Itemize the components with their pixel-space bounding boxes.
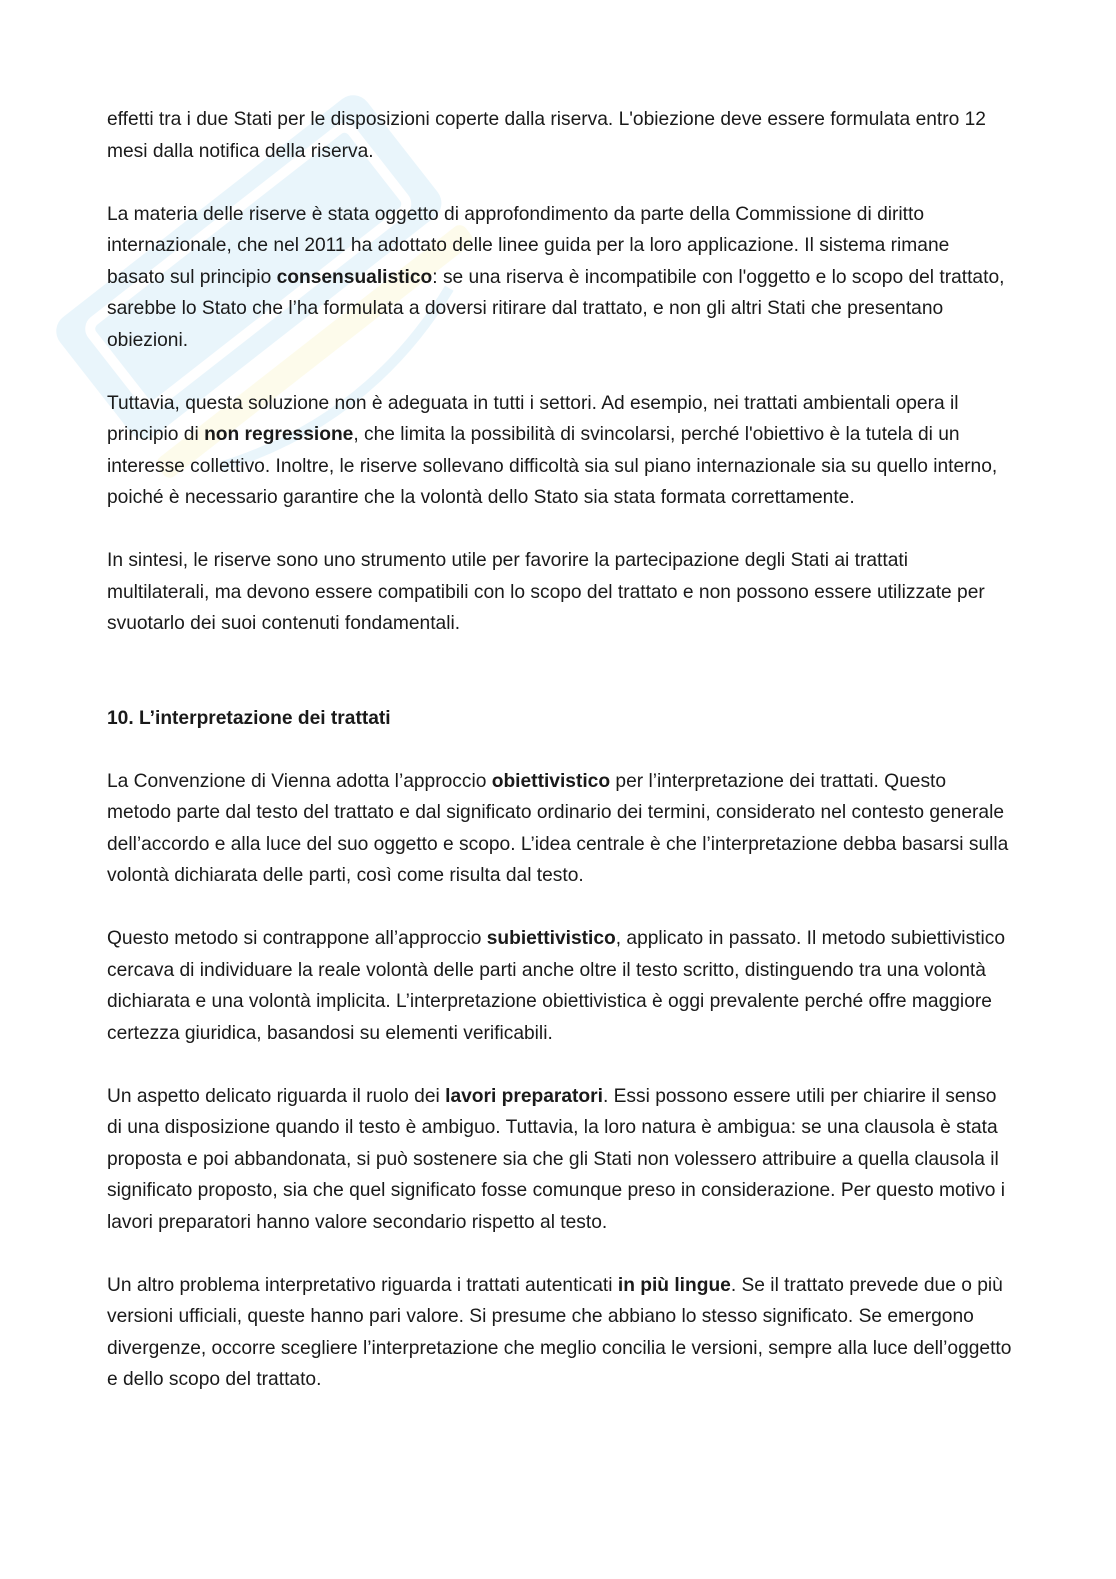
paragraph-text: : se una riserva è incompatibile con l'oggetto e lo scopo del trattato, sarebbe lo Stato che l’ha formulata a doversi ritirare dal trattato, e non gli altri Stati che presentano obiezioni. bbox=[107, 266, 1005, 351]
paragraph-text: Un aspetto delicato riguarda il ruolo dei bbox=[107, 1085, 446, 1107]
paragraph-text: . Se il trattato prevede due o più versioni ufficiali, queste hanno pari valore. Si presume che abbiano lo stesso significato. Se emergono divergenze, occorre scegliere l’interpretazione che meglio concilia le versioni, sempre alla luce dell’oggetto e dello scopo del trattato. bbox=[107, 1274, 1012, 1390]
paragraph-text: Tuttavia, questa soluzione non è adeguata in tutti i settori. Ad esempio, nei trattati ambientali opera il principio di bbox=[107, 392, 959, 445]
paragraph-text: . Essi possono essere utili per chiarire il senso di una disposizione quando il testo è ambiguo. Tuttavia, la loro natura è ambigua: se una clausola è stata proposta e poi abbandonata, si può sostenere sia che gli Stati non volessero attribuire a quella clausola il significato proposto, sia che quel significato fosse comunque preso in considerazione. Per questo motivo i lavori preparatori hanno valore secondario rispetto al testo. bbox=[107, 1085, 1006, 1233]
paragraph bbox=[107, 766, 1012, 892]
paragraph-text: per l’interpretazione dei trattati. Questo metodo parte dal testo del trattato e dal significato ordinario dei termini, considerato nel contesto generale dell’accordo e alla luce del suo oggetto e scopo. L’idea centrale è che l’interpretazione debba basarsi sulla volontà dichiarata delle parti, così come risulta dal testo. bbox=[107, 770, 1009, 886]
bold-term: obiettivistico bbox=[491, 770, 611, 792]
paragraph-text: La materia delle riserve è stata oggetto di approfondimento da parte della Commissione di diritto internazionale, che nel 2011 ha adottato delle linee guida per la loro applicazione. Il sistema rimane basato sul principio bbox=[107, 203, 950, 288]
paragraph-text: Un altro problema interpretativo riguarda i trattati autenticati bbox=[107, 1274, 618, 1296]
paragraph bbox=[107, 1081, 1012, 1239]
paragraph-text: effetti tra i due Stati per le disposizioni coperte dalla riserva. L'obiezione deve essere formulata entro 12 mesi dalla notifica della riserva. bbox=[107, 109, 986, 162]
section-heading: 10. L’interpretazione dei trattati bbox=[107, 707, 391, 729]
paragraph bbox=[107, 104, 1012, 167]
bold-term: non regressione bbox=[204, 424, 354, 445]
bold-term: lavori preparatori bbox=[445, 1085, 603, 1107]
paragraph-text: In sintesi, le riserve sono uno strumento utile per favorire la partecipazione degli Stati ai trattati multilaterali, ma devono essere compatibili con lo scopo del trattato e non possono essere utilizzate per svuotarlo dei suoi contenuti fondamentali. bbox=[107, 550, 985, 634]
paragraph-text: , che limita la possibilità di svincolarsi, perché l'obiettivo è la tutela di un interesse collettivo. Inoltre, le riserve sollevano difficoltà sia sul piano internazionale sia su quello interno, poiché è necessario garantire che la volontà dello Stato sia stata formata correttamente. bbox=[107, 424, 998, 508]
paragraph bbox=[107, 1270, 1012, 1396]
bold-term: in più lingue bbox=[617, 1274, 731, 1296]
bold-term: subiettivistico bbox=[486, 928, 616, 949]
document-page bbox=[107, 104, 1012, 1396]
bold-term: consensualistico bbox=[276, 266, 433, 288]
paragraph-text: La Convenzione di Vienna adotta l’approccio bbox=[107, 770, 492, 792]
paragraph bbox=[107, 923, 1012, 1049]
section-paragraphs bbox=[107, 766, 1012, 1396]
paragraph-text: , applicato in passato. Il metodo subiettivistico cercava di individuare la reale volontà delle parti anche oltre il testo scritto, distinguendo tra una volontà dichiarata e una volontà implicita. L’interpretazione obiettivistica è oggi prevalente perché offre maggiore certezza giuridica, basandosi su elementi verificabili. bbox=[107, 928, 1006, 1044]
paragraph bbox=[107, 545, 1012, 640]
paragraph bbox=[107, 388, 1012, 514]
paragraph-text: Questo metodo si contrappone all’approccio bbox=[107, 928, 487, 949]
paragraph bbox=[107, 199, 1012, 357]
top-paragraphs bbox=[107, 104, 1012, 640]
